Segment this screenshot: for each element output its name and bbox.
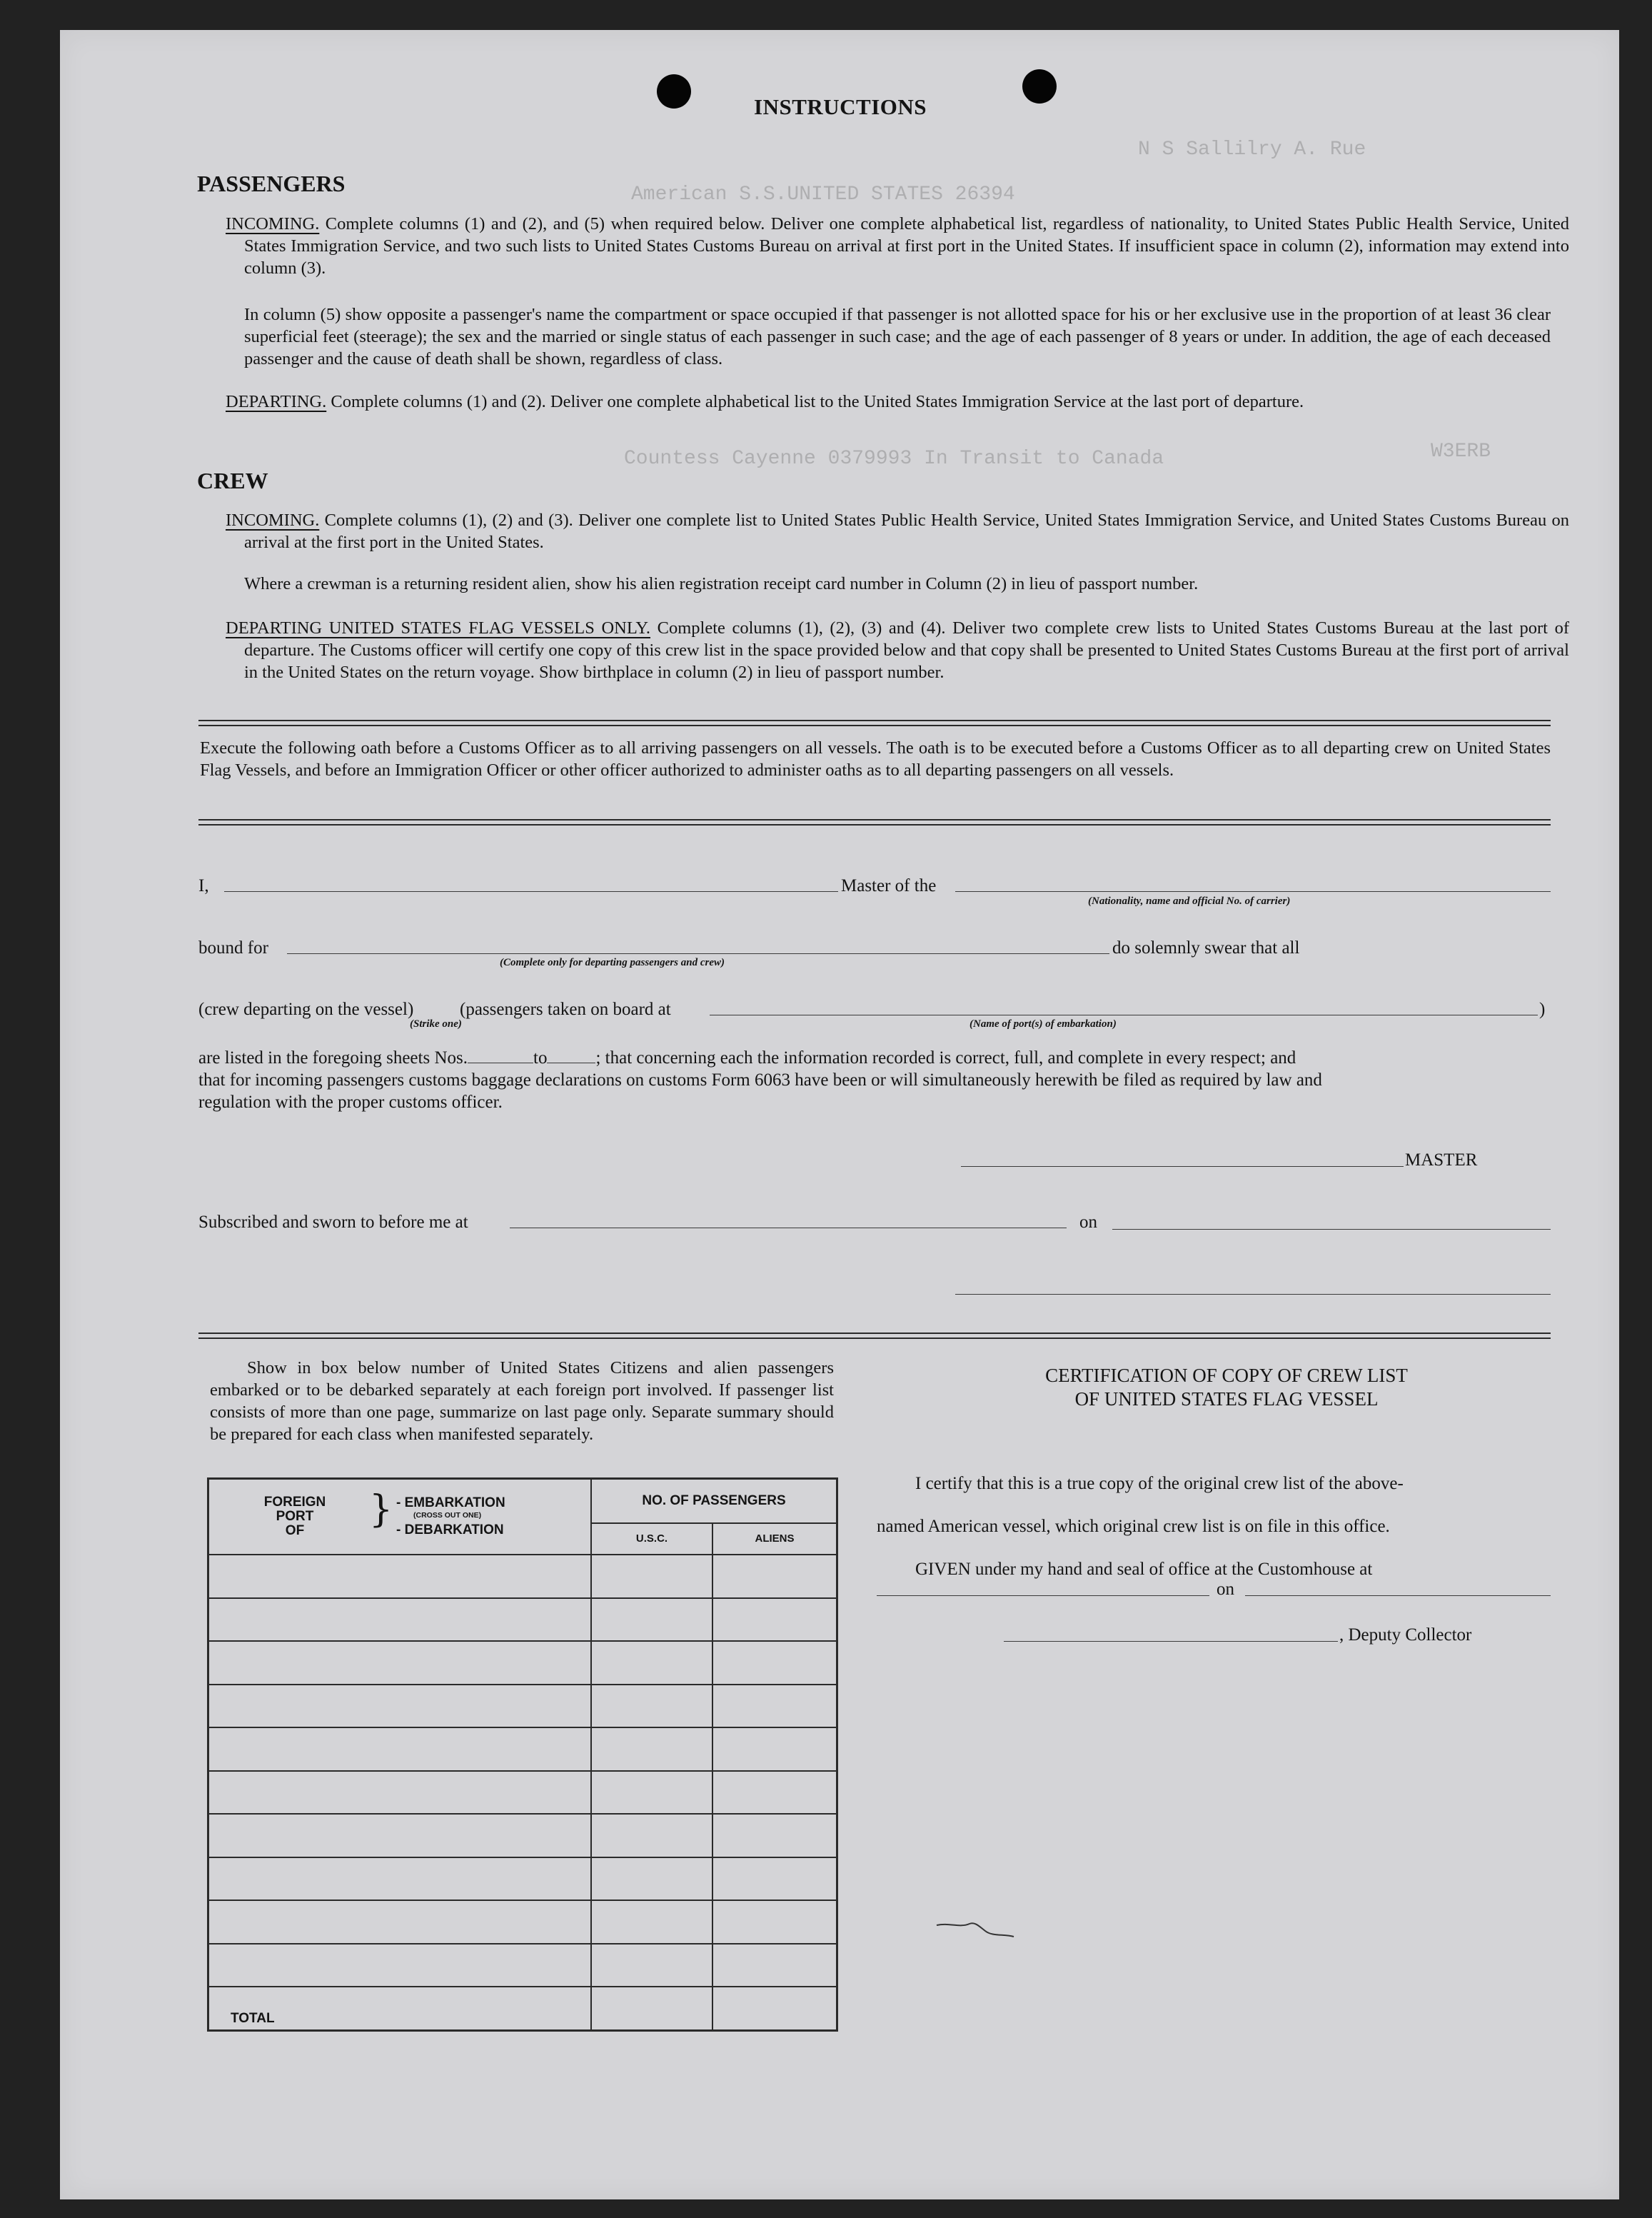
sworn-date-field[interactable] bbox=[1112, 1229, 1551, 1230]
sworn-on-label: on bbox=[1079, 1213, 1097, 1232]
sheets-statement bbox=[198, 1048, 1296, 1068]
passengers-departing-text: Complete columns (1) and (2). Deliver one complete alphabetical list to the United States Immigration Service at the last port of departure. bbox=[331, 392, 1304, 411]
strike-one-caption: (Strike one) bbox=[410, 1018, 462, 1030]
bound-for-caption: (Complete only for departing passengers and crew) bbox=[500, 957, 725, 968]
table-row bbox=[208, 1685, 837, 1728]
port-cell[interactable] bbox=[208, 1814, 592, 1857]
usc-header bbox=[591, 1523, 712, 1555]
certify-line-2: named American vessel, which original crew list is on file in this office. bbox=[877, 1517, 1390, 1536]
port-header-label bbox=[251, 1495, 339, 1538]
certification-title-line: CERTIFICATION OF COPY OF CREW LIST bbox=[1045, 1365, 1408, 1386]
crew-departing-label: DEPARTING UNITED STATES FLAG VESSELS ONLY. bbox=[226, 618, 651, 638]
table-row bbox=[208, 1727, 837, 1771]
master-name-field[interactable] bbox=[224, 891, 838, 892]
crew-alien-note: Where a crewman is a returning resident alien, show his alien registration receipt card number in Column (2) in lieu of passport number. bbox=[244, 574, 1199, 593]
port-cell[interactable] bbox=[208, 1771, 592, 1815]
customhouse-field[interactable] bbox=[877, 1595, 1209, 1596]
master-label: MASTER bbox=[1405, 1150, 1478, 1170]
bleed-through-text: Countess Cayenne 0379993 In Transit to Canada bbox=[624, 448, 1164, 470]
close-paren: ) bbox=[1539, 1000, 1546, 1019]
passenger-summary-table bbox=[207, 1477, 838, 2032]
usc-cell[interactable] bbox=[591, 1685, 712, 1728]
total-row bbox=[208, 1987, 837, 2030]
port-cell[interactable] bbox=[208, 1685, 592, 1728]
port-header-line: PORT bbox=[276, 1509, 314, 1524]
aliens-cell[interactable] bbox=[712, 1900, 837, 1944]
divider bbox=[198, 819, 1551, 826]
no-passengers-header bbox=[591, 1479, 837, 1524]
usc-cell[interactable] bbox=[591, 1857, 712, 1901]
port-cell[interactable] bbox=[208, 1944, 592, 1987]
certification-on-label: on bbox=[1217, 1580, 1234, 1599]
crew-incoming bbox=[226, 509, 1569, 553]
port-header-line: OF bbox=[285, 1523, 305, 1538]
divider bbox=[198, 720, 1551, 726]
officer-signature-field[interactable] bbox=[955, 1294, 1551, 1295]
passengers-incoming-label: INCOMING. bbox=[226, 214, 320, 234]
sheets-label: are listed in the foregoing sheets Nos. bbox=[198, 1048, 468, 1068]
table-row bbox=[208, 1555, 837, 1598]
deputy-collector-label: , Deputy Collector bbox=[1339, 1625, 1472, 1645]
bleed-through-text: American S.S.UNITED STATES 26394 bbox=[631, 184, 1015, 206]
passengers-incoming-text: Complete columns (1) and (2), and (5) when required below. Deliver one complete alphabetical list, regardless of nationality, to United States Public Health Service, United States Immigration Service, and two such lists to United States Customs Bureau on arrival at first port in the United States. If insufficient space in column (2), information may extend into column (3). bbox=[244, 214, 1569, 278]
bound-for-field[interactable] bbox=[287, 953, 1109, 954]
certification-date-field[interactable] bbox=[1245, 1595, 1551, 1596]
table-row bbox=[208, 1900, 837, 1944]
aliens-cell[interactable] bbox=[712, 1685, 837, 1728]
embarkation-port-caption: (Name of port(s) of embarkation) bbox=[969, 1018, 1117, 1030]
bleed-through-text: W3ERB bbox=[1431, 441, 1491, 463]
sheet-to-field[interactable] bbox=[547, 1050, 595, 1063]
carrier-field[interactable] bbox=[955, 891, 1551, 892]
aliens-cell[interactable] bbox=[712, 1814, 837, 1857]
deputy-signature-field[interactable] bbox=[1004, 1641, 1338, 1642]
embarkation-option[interactable]: - EMBARKATION bbox=[396, 1495, 505, 1510]
passengers-incoming bbox=[226, 213, 1569, 279]
passengers-heading: PASSENGERS bbox=[197, 171, 346, 196]
usc-cell[interactable] bbox=[591, 1555, 712, 1598]
passengers-taken-option[interactable]: (passengers taken on board at bbox=[460, 1000, 671, 1019]
usc-cell[interactable] bbox=[591, 1727, 712, 1771]
port-cell[interactable] bbox=[208, 1598, 592, 1642]
crew-incoming-label: INCOMING. bbox=[226, 511, 320, 530]
usc-cell[interactable] bbox=[591, 1900, 712, 1944]
cross-out-note: (CROSS OUT ONE) bbox=[413, 1511, 482, 1520]
sheets-to-label: to bbox=[533, 1048, 548, 1068]
punch-hole bbox=[657, 74, 691, 109]
usc-cell[interactable] bbox=[591, 1814, 712, 1857]
table-row bbox=[208, 1944, 837, 1987]
master-of-label: Master of the bbox=[841, 876, 937, 895]
aliens-cell[interactable] bbox=[712, 1641, 837, 1685]
aliens-cell[interactable] bbox=[712, 1944, 837, 1987]
crew-heading: CREW bbox=[197, 468, 268, 493]
port-cell[interactable] bbox=[208, 1857, 592, 1901]
total-label: TOTAL bbox=[231, 2010, 275, 2026]
subscribed-label: Subscribed and sworn to before me at bbox=[198, 1213, 468, 1232]
port-cell[interactable] bbox=[208, 1555, 592, 1598]
passengers-departing bbox=[226, 391, 1569, 413]
usc-cell[interactable] bbox=[591, 1598, 712, 1642]
aliens-cell[interactable] bbox=[712, 1598, 837, 1642]
aliens-label: ALIENS bbox=[755, 1532, 795, 1545]
bound-for-label: bound for bbox=[198, 938, 268, 958]
crew-departing-text: Complete columns (1), (2), (3) and (4). Deliver two complete crew lists to United States Customs Bureau at the last port of departure. The Customs officer will certify one copy of this crew list in the space provided below and that copy shall be presented to United States Customs Bureau at the first port of arrival in the United States on the return voyage. Show birthplace in column (2) in lieu of passport number. bbox=[244, 618, 1569, 682]
table-row bbox=[208, 1598, 837, 1642]
total-label-cell bbox=[208, 1987, 592, 2030]
port-cell[interactable] bbox=[208, 1727, 592, 1771]
punch-hole bbox=[1022, 69, 1057, 104]
swear-text: do solemnly swear that all bbox=[1112, 938, 1300, 958]
total-aliens-cell[interactable] bbox=[712, 1987, 837, 2030]
crew-incoming-text: Complete columns (1), (2) and (3). Deliver one complete list to United States Public Health Service, United States Immigration Service, and United States Customs Bureau on arrival at the first port in the United States. bbox=[244, 511, 1570, 552]
carrier-caption: (Nationality, name and official No. of carrier) bbox=[1088, 895, 1291, 907]
sheets-statement-text: ; that concerning each the information recorded is correct, full, and complete in every respect; and bbox=[595, 1048, 1296, 1068]
oath-instruction: Execute the following oath before a Customs Officer as to all arriving passengers on all vessels. The oath is to be executed before a Customs Officer as to all departing crew on United States Flag Vessels, and before an Immigration Officer or other officer authorized to administer oaths as to all departing passengers on all vessels. bbox=[200, 738, 1551, 780]
crew-departing-option[interactable]: (crew departing on the vessel) bbox=[198, 1000, 414, 1019]
aliens-cell[interactable] bbox=[712, 1857, 837, 1901]
oath-i-label: I, bbox=[198, 876, 209, 895]
usc-cell[interactable] bbox=[591, 1944, 712, 1987]
port-header-line: FOREIGN bbox=[263, 1495, 326, 1510]
divider bbox=[198, 1333, 1551, 1339]
given-statement: GIVEN under my hand and seal of office at the Customhouse at bbox=[915, 1560, 1373, 1579]
aliens-cell[interactable] bbox=[712, 1555, 837, 1598]
usc-label: U.S.C. bbox=[635, 1532, 668, 1545]
master-signature-field[interactable] bbox=[961, 1166, 1404, 1167]
summary-note: Show in box below number of United States Citizens and alien passengers embarked or to be debarked separately at each foreign port involved. If passenger list consists of more than one page, summarize on last page only. Separate summary should be prepared for each class when manifested separately. bbox=[210, 1358, 834, 1444]
aliens-cell[interactable] bbox=[712, 1771, 837, 1815]
certification-title-line: OF UNITED STATES FLAG VESSEL bbox=[1074, 1388, 1379, 1410]
sheet-from-field[interactable] bbox=[468, 1050, 533, 1063]
no-passengers-label: NO. OF PASSENGERS bbox=[642, 1493, 786, 1509]
certification-title bbox=[902, 1364, 1551, 1411]
port-cell[interactable] bbox=[208, 1641, 592, 1685]
baggage-statement: that for incoming passengers customs baggage declarations on customs Form 6063 have been or will simultaneously herewith be filed as required by law and bbox=[198, 1070, 1322, 1090]
total-usc-cell[interactable] bbox=[591, 1987, 712, 2030]
table-row bbox=[208, 1641, 837, 1685]
table-row bbox=[208, 1814, 837, 1857]
brace-icon: } bbox=[369, 1488, 393, 1531]
page-title: INSTRUCTIONS bbox=[754, 94, 927, 119]
document-page bbox=[60, 30, 1619, 2199]
certify-line-1: I certify that this is a true copy of the original crew list of the above- bbox=[915, 1474, 1404, 1493]
table-row bbox=[208, 1771, 837, 1815]
pen-mark bbox=[935, 1915, 1035, 1944]
regulation-statement: regulation with the proper customs officer. bbox=[198, 1093, 503, 1112]
passengers-column5: In column (5) show opposite a passenger's name the compartment or space occupied if that passenger is not allotted space for his or her exclusive use in the proportion of at least 36 clear superficial feet (steerage); the sex and the married or single status of each passenger in such case; and the age of each passenger of 8 years or under. In addition, the age of each deceased passenger and the cause of death shall be shown, regardless of class. bbox=[244, 305, 1551, 368]
aliens-header bbox=[712, 1523, 837, 1555]
usc-cell[interactable] bbox=[591, 1771, 712, 1815]
aliens-cell[interactable] bbox=[712, 1727, 837, 1771]
port-cell[interactable] bbox=[208, 1900, 592, 1944]
crew-departing bbox=[226, 617, 1569, 683]
debarkation-option[interactable]: - DEBARKATION bbox=[396, 1522, 504, 1537]
table-row bbox=[208, 1857, 837, 1901]
bleed-through-text: N S Sallilry A. Rue bbox=[1138, 139, 1366, 161]
port-header-cell bbox=[208, 1479, 592, 1555]
passengers-departing-label: DEPARTING. bbox=[226, 392, 327, 411]
usc-cell[interactable] bbox=[591, 1641, 712, 1685]
